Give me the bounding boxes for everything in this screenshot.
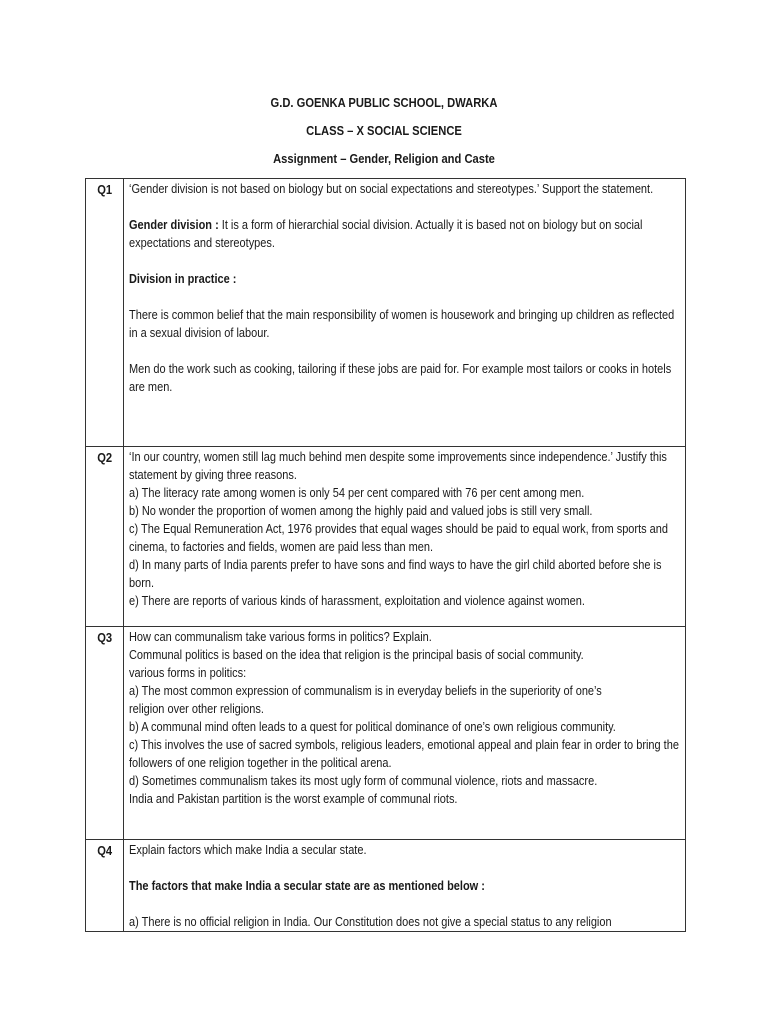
question-row-q4 [86, 840, 686, 932]
question-text: How can communalism take various forms in politics? Explain. [129, 629, 432, 644]
question-row-q3 [86, 627, 686, 840]
question-cell [124, 627, 686, 840]
question-cell [124, 179, 686, 447]
definition-label: Gender division : [129, 217, 219, 232]
question-row-q2 [86, 447, 686, 627]
answer-point: c) This involves the use of sacred symbols, religious leaders, emotional appeal and plain fear in order to bring the followers of one religion together in the political arena. [129, 737, 679, 770]
answer-point: e) There are reports of various kinds of harassment, exploitation and violence against women. [129, 593, 585, 608]
question-number: Q1 [86, 179, 124, 447]
question-text: ‘In our country, women still lag much behind men despite some improvements since independence.’ Justify this statement by giving three reasons. [129, 449, 667, 482]
question-row-q1 [86, 179, 686, 447]
answer-point: c) The Equal Remuneration Act, 1976 provides that equal wages should be paid to equal work, from sports and cinema, to factories and fields, women are paid less than men. [129, 521, 669, 554]
answer-point: India and Pakistan partition is the worst example of communal riots. [129, 791, 458, 806]
answer-point: d) Sometimes communalism takes its most ugly form of communal violence, riots and massacre. [129, 773, 598, 788]
subheading: The factors that make India a secular state are as mentioned below : [129, 878, 485, 893]
school-name: G.D. GOENKA PUBLIC SCHOOL, DWARKA [270, 95, 498, 110]
definition-paragraph [129, 216, 683, 252]
answer-point: b) A communal mind often leads to a quest for political dominance of one’s own religious community. [129, 719, 616, 734]
question-text: Explain factors which make India a secular state. [129, 842, 367, 857]
answer-paragraph: There is common belief that the main responsibility of women is housework and bringing up children as reflected in a sexual division of labour. [129, 307, 675, 340]
definition-text: It is a form of hierarchial social division. Actually it is based not on biology but on social expectations and stereotypes. [129, 217, 643, 250]
subheading: Division in practice : [129, 271, 237, 286]
answer-point: a) The literacy rate among women is only 54 per cent compared with 76 per cent among men. [129, 485, 585, 500]
question-text: ‘Gender division is not based on biology but on social expectations and stereotypes.’ Support the statement. [129, 181, 654, 196]
answer-paragraph: various forms in politics: [129, 665, 247, 680]
answer-paragraph: Communal politics is based on the idea that religion is the principal basis of social community. [129, 647, 584, 662]
answer-point: b) No wonder the proportion of women among the highly paid and valued jobs is still very small. [129, 503, 593, 518]
answer-paragraph: a) There is no official religion in India. Our Constitution does not give a special status to any religion [129, 914, 612, 929]
question-number: Q4 [86, 840, 124, 932]
question-cell [124, 447, 686, 627]
assignment-title: Assignment – Gender, Religion and Caste [273, 151, 495, 166]
question-number: Q3 [86, 627, 124, 840]
answer-point: d) In many parts of India parents prefer to have sons and find ways to have the girl child aborted before she is born. [129, 557, 662, 590]
assignment-table [85, 178, 686, 932]
question-cell [124, 840, 686, 932]
answer-point: a) The most common expression of communalism is in everyday beliefs in the superiority of one’s religion over other religions. [129, 683, 602, 716]
class-title: CLASS – X SOCIAL SCIENCE [306, 123, 462, 138]
answer-paragraph: Men do the work such as cooking, tailoring if these jobs are paid for. For example most tailors or cooks in hotels are men. [129, 361, 672, 394]
question-number: Q2 [86, 447, 124, 627]
